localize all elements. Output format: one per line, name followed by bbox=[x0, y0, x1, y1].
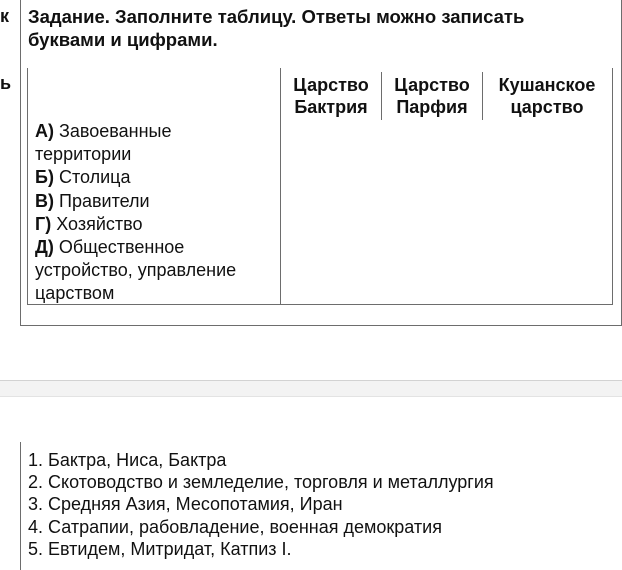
table-row-label-a bbox=[35, 120, 279, 143]
column-header-line: царство bbox=[510, 97, 584, 117]
column-header-line: Царство bbox=[394, 75, 470, 95]
row-text: Хозяйство bbox=[51, 213, 143, 234]
answer-options-list bbox=[28, 449, 618, 560]
column-header-line: Парфия bbox=[396, 97, 468, 117]
answers-left-line bbox=[20, 442, 21, 570]
history-table bbox=[27, 68, 614, 305]
row-labels bbox=[35, 120, 279, 306]
task-heading bbox=[28, 5, 618, 51]
table-right-border bbox=[612, 68, 613, 305]
table-row-label-d bbox=[35, 236, 279, 259]
left-fragment-top: к bbox=[0, 6, 10, 26]
outer-frame-bottom-line bbox=[20, 325, 622, 326]
answer-option: 5. Евтидем, Митридат, Катпиз I. bbox=[28, 538, 292, 559]
row-text-continued: устройство, управление bbox=[35, 260, 237, 281]
row-letter: В) bbox=[35, 190, 54, 211]
table-row-label-b bbox=[35, 166, 279, 189]
row-text-continued: царством bbox=[35, 283, 115, 304]
answer-option: 4. Сатрапии, рабовладение, военная демократия bbox=[28, 516, 442, 537]
task-heading-line-2: буквами и цифрами. bbox=[28, 29, 218, 50]
row-letter: Г) bbox=[35, 213, 52, 234]
column-header-line: Бактрия bbox=[294, 97, 368, 117]
table-row-label-v bbox=[35, 190, 279, 213]
row-letter: А) bbox=[35, 121, 54, 141]
table-row-label-g bbox=[35, 213, 279, 236]
task-heading-line-1: Задание. Заполните таблицу. Ответы можно записать bbox=[28, 6, 525, 27]
row-letter: Б) bbox=[35, 167, 54, 188]
row-text: Правители bbox=[54, 190, 150, 211]
row-text: Завоеванные bbox=[54, 121, 172, 141]
left-fragment-mid: ь bbox=[0, 73, 12, 93]
row-text-continued: территории bbox=[35, 144, 132, 165]
column-header-bactria bbox=[281, 74, 381, 118]
column-header-line: Царство bbox=[293, 75, 369, 95]
table-left-border bbox=[27, 68, 28, 305]
page-separator-band bbox=[0, 380, 622, 397]
answer-option: 3. Средняя Азия, Месопотамия, Иран bbox=[28, 494, 343, 515]
column-header-kushan bbox=[483, 74, 611, 118]
row-letter: Д) bbox=[35, 237, 54, 258]
row-text: Общественное bbox=[53, 237, 185, 258]
column-header-parthia bbox=[382, 74, 482, 118]
column-header-line: Кушанское bbox=[498, 75, 596, 95]
row-text: Столица bbox=[53, 167, 131, 188]
answer-option: 2. Скотоводство и земледелие, торговля и металлургия bbox=[28, 472, 494, 493]
outer-frame-left-line bbox=[20, 0, 21, 326]
answer-option: 1. Бактра, Ниса, Бактра bbox=[28, 450, 227, 470]
